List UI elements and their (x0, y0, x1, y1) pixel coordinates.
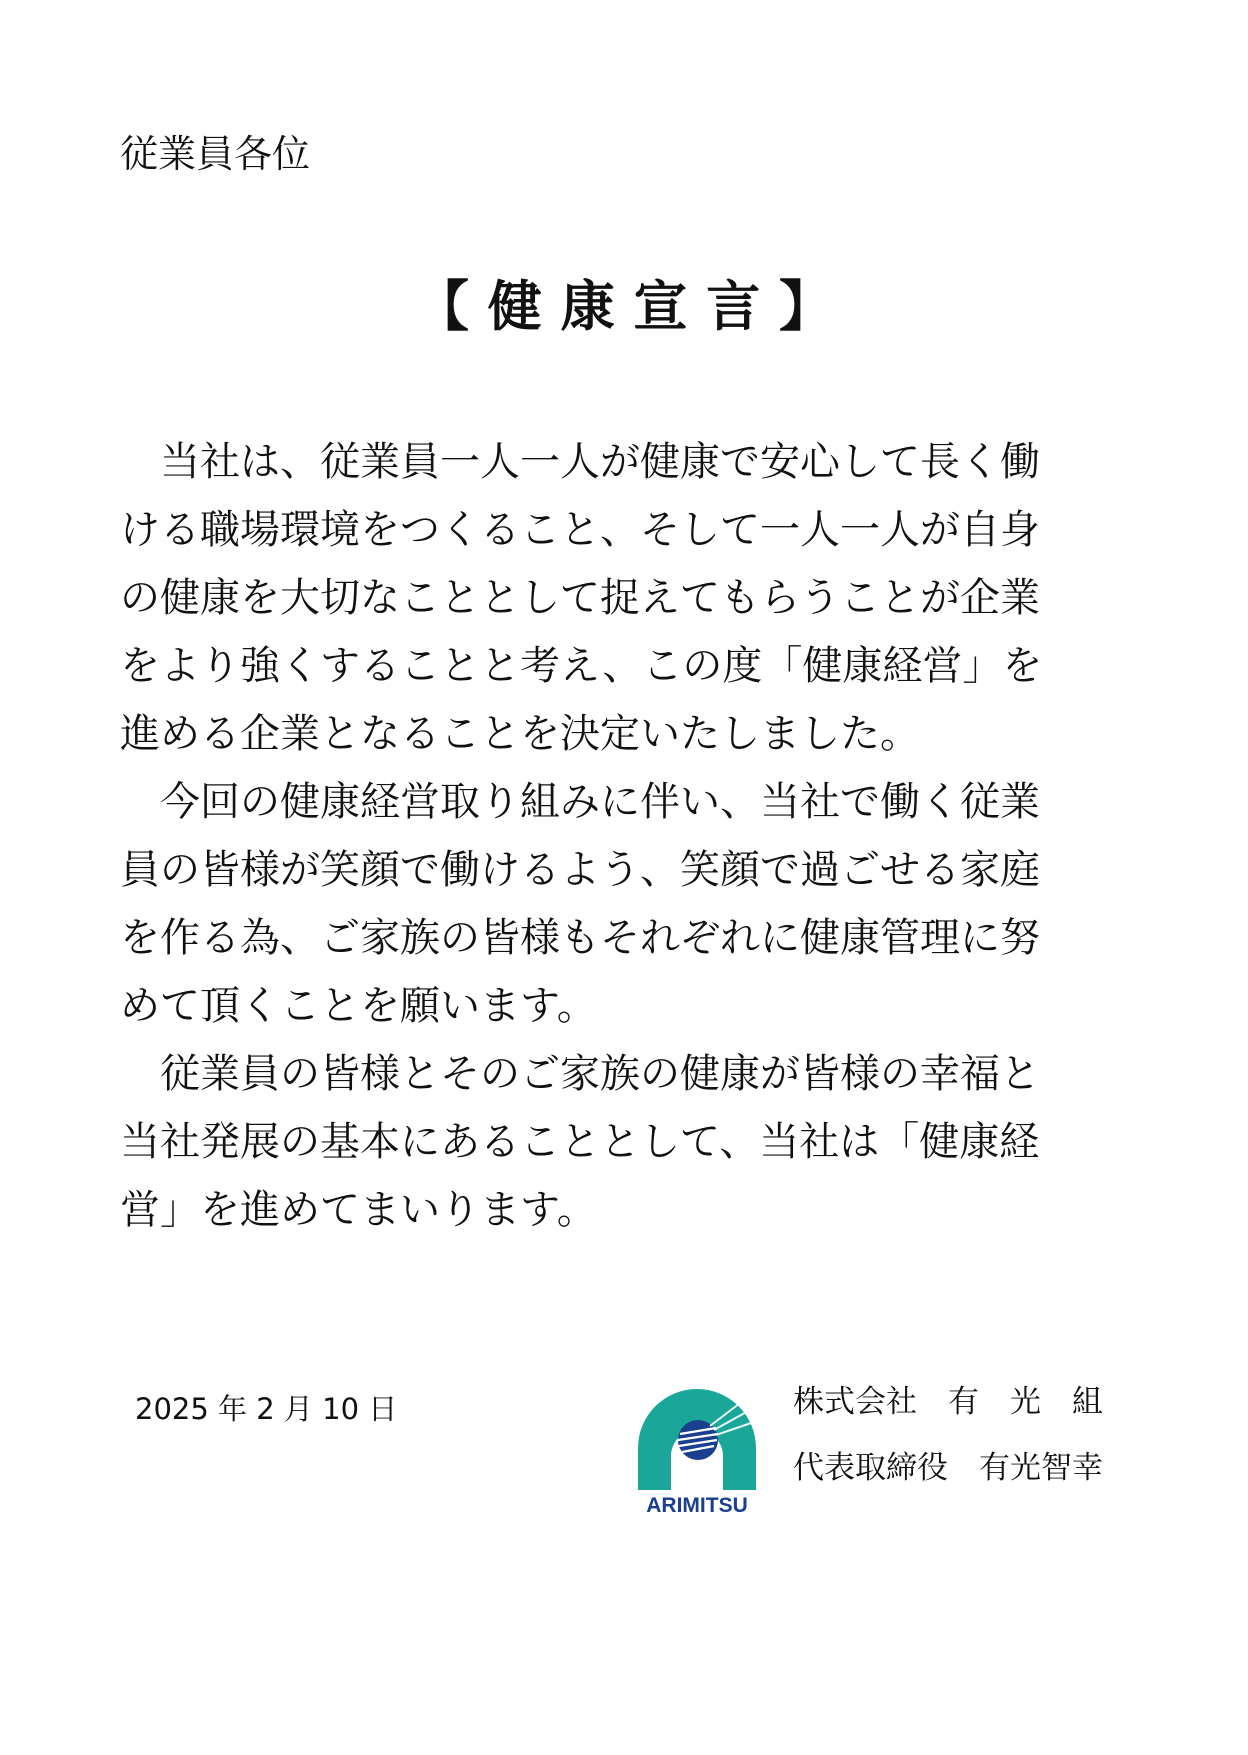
arimitsu-logo (628, 1378, 766, 1516)
document-title: 【 健 康 宣 言 】 (415, 275, 833, 338)
body-line: の健康を大切なこととして捉えてもらうことが企業 (120, 575, 1040, 621)
body-line: をより強くすることと考え、この度「健康経営」を (120, 643, 1043, 689)
body-line: を作る為、ご家族の皆様もそれぞれに健康管理に努 (120, 915, 1040, 961)
addressee: 従業員各位 (120, 132, 311, 176)
body-line: めて頂くことを願います。 (120, 983, 597, 1029)
body-line: 当社発展の基本にあることとして、当社は「健康経 (120, 1119, 1040, 1165)
body-line: ける職場環境をつくること、そして一人一人が自身 (120, 507, 1040, 553)
declaration-date: 2025 年 2 月 10 日 (135, 1392, 398, 1426)
logo-text: ARIMITSU (646, 1494, 748, 1516)
body-line: 今回の健康経営取り組みに伴い、当社で働く従業 (120, 779, 1040, 825)
body-line: 員の皆様が笑顔で働けるよう、笑顔で過ごせる家庭 (120, 847, 1040, 893)
body-line: 従業員の皆様とそのご家族の健康が皆様の幸福と (120, 1051, 1040, 1097)
body-line: 営」を進めてまいります。 (120, 1187, 597, 1233)
body-line: 当社は、従業員一人一人が健康で安心して長く働 (120, 439, 1040, 485)
arimitsu-logo-mark (628, 1378, 766, 1516)
company-name: 株式会社 有 光 組 (793, 1384, 1103, 1420)
declaration-body (120, 428, 1105, 1244)
body-line: 進める企業となることを決定いたしました。 (120, 711, 920, 757)
representative-name: 代表取締役 有光智幸 (793, 1450, 1103, 1486)
